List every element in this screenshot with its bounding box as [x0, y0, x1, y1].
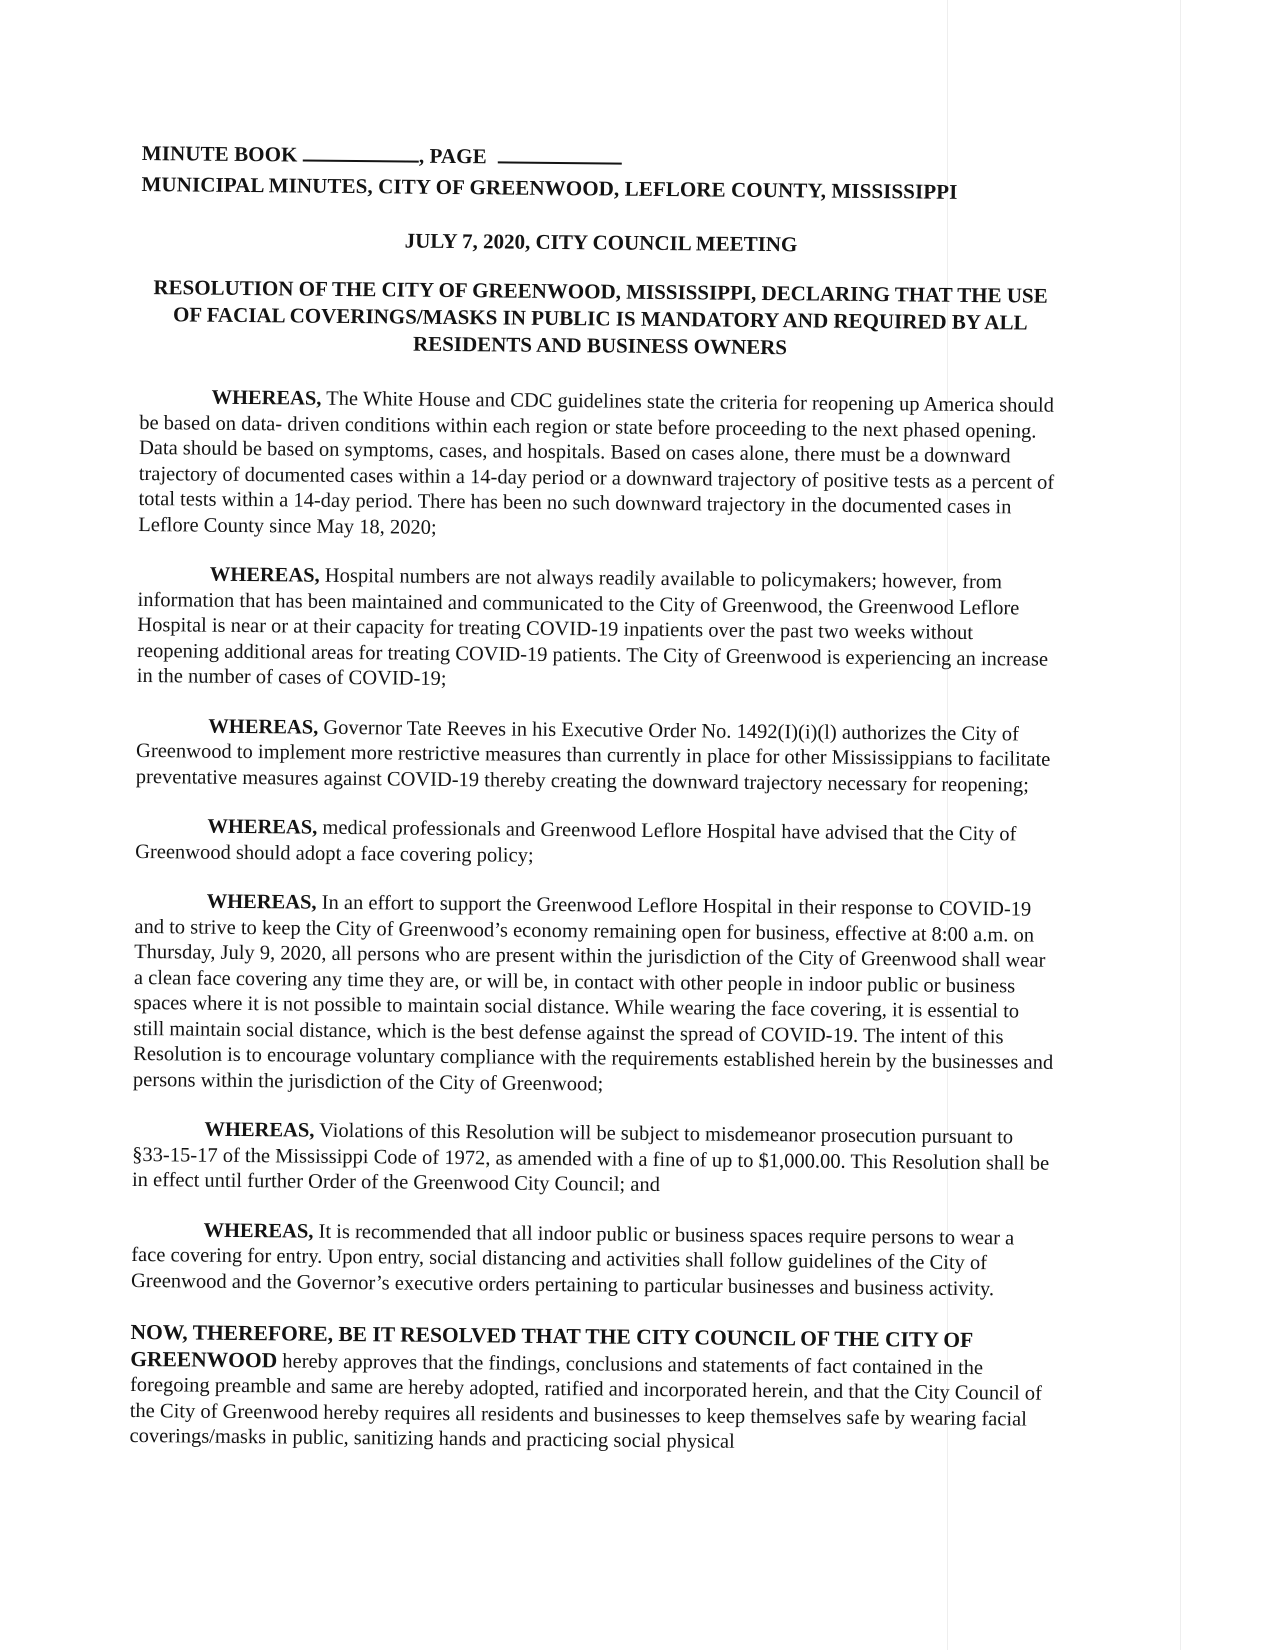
whereas-lead: WHEREAS, — [208, 715, 319, 739]
whereas-text: In an effort to support the Greenwood Leflore Hospital in their response to COVID-19 and to strive to keep the City of Greenwood’s economy remaining open for business, effective at 8:00 a.m. on Thursday, July 9, 2020, all persons who are present within the jurisdiction of the City of Greenwood shall wear a clean face covering any time they are, or will be, in contact with other people in indoor public or business spaces where it is not possible to maintain social distance. While wearing the face covering, it is essential to still maintain social distance, which is the best defense against the spread of COVID-19. The intent of this Resolution is to encourage voluntary compliance with the requirements established herein by the businesses and persons within the jurisdiction of the City of Greenwood; — [132, 891, 1054, 1095]
whereas-paragraph — [138, 385, 1059, 547]
page-label: , PAGE — [418, 143, 487, 169]
whereas-paragraph — [135, 814, 1055, 874]
whereas-text: The White House and CDC guidelines state the criteria for reopening up America should be based on data- driven conditions within each region or state before proceeding to the next phased opening. Data should be based on symptoms, cases, and hospitals. Based on cases alone, there must be a downward trajectory of documented cases within a 14-day period or a downward trajectory of positive tests as a percent of total tests within a 14-day period. There has been no such downward trajectory in the documented cases in Leflore County since May 18, 2020; — [138, 387, 1055, 539]
whereas-text: Governor Tate Reeves in his Executive Order No. 1492(I)(i)(l) authorizes the City of Greenwood to implement more restrictive measures than currently in place for other Mississippians to facilitate preventative measures against COVID-19 thereby creating the downward trajectory necessary for reopening; — [135, 716, 1051, 797]
whereas-lead: WHEREAS, — [206, 890, 317, 914]
resolution-document — [129, 138, 1062, 1458]
whereas-text: Hospital numbers are not always readily available to policymakers; however, from information that has been maintained and communicated to the City of Greenwood, the Greenwood Leflore Hospital is near or at their capacity for treating COVID-19 inpatients over the past two weeks without reopening additional areas for treating COVID-19 patients. The City of Greenwood is experiencing an increase in the number of cases of COVID-19; — [136, 564, 1049, 690]
minute-book-label: MINUTE BOOK — [141, 140, 298, 167]
whereas-paragraph — [136, 713, 1057, 798]
whereas-paragraph — [133, 889, 1055, 1102]
scan-streak — [1180, 0, 1181, 1650]
page-blank — [498, 143, 622, 164]
minute-book-blank — [303, 142, 419, 163]
whereas-paragraph — [132, 1117, 1053, 1202]
whereas-text: It is recommended that all indoor public or business spaces require persons to wear a face covering for entry. Upon entry, social distancing and activities shall follow guidelines of the City of Greenwood and the Governor’s executive orders pertaining to particular businesses and business activity. — [130, 1220, 1015, 1300]
whereas-lead: WHEREAS, — [209, 563, 320, 587]
whereas-lead: WHEREAS, — [211, 386, 322, 410]
whereas-lead: WHEREAS, — [203, 1219, 314, 1243]
whereas-paragraph — [131, 1217, 1052, 1302]
whereas-text: Violations of this Resolution will be subject to misdemeanor prosecution pursuant to §33-15-17 of the Mississippi Code of 1972, as amended with a fine of up to $1,000.00. This Resolution shall be in effect until further Order of the Greenwood City Council; and — [131, 1119, 1050, 1197]
whereas-text: medical professionals and Greenwood Leflore Hospital have advised that the City of Greenwood should adopt a face covering policy; — [135, 816, 1017, 867]
whereas-lead: WHEREAS, — [204, 1118, 315, 1142]
municipal-minutes-line: MUNICIPAL MINUTES, CITY OF GREENWOOD, LEFLORE COUNTY, MISSISSIPPI — [141, 171, 958, 204]
resolved-paragraph — [129, 1320, 1050, 1458]
whereas-lead: WHEREAS, — [207, 815, 318, 839]
resolved-lead: NOW, THEREFORE, BE IT RESOLVED THAT THE CITY COUNCIL OF THE CITY OF GREENWOOD — [130, 1319, 973, 1372]
meeting-line: JULY 7, 2020, CITY COUNCIL MEETING — [404, 228, 798, 257]
whereas-paragraph — [137, 562, 1058, 698]
resolution-title: RESOLUTION OF THE CITY OF GREENWOOD, MISSISSIPPI, DECLARING THAT THE USE OF FACIAL COVERINGS/MASKS IN PUBLIC IS MANDATORY AND REQUIRED BY ALL RESIDENTS AND BUSINESS OWNERS — [153, 275, 1048, 360]
resolved-text: hereby approves that the findings, conclusions and statements of fact contained in the foregoing preamble and same are hereby adopted, ratified and incorporated herein, and that the City Council of the City of Greenwood hereby requires all residents and businesses to keep themselves safe by wearing facial coverings/masks in public, sanitizing hands and practicing social physical — [129, 1349, 1043, 1453]
